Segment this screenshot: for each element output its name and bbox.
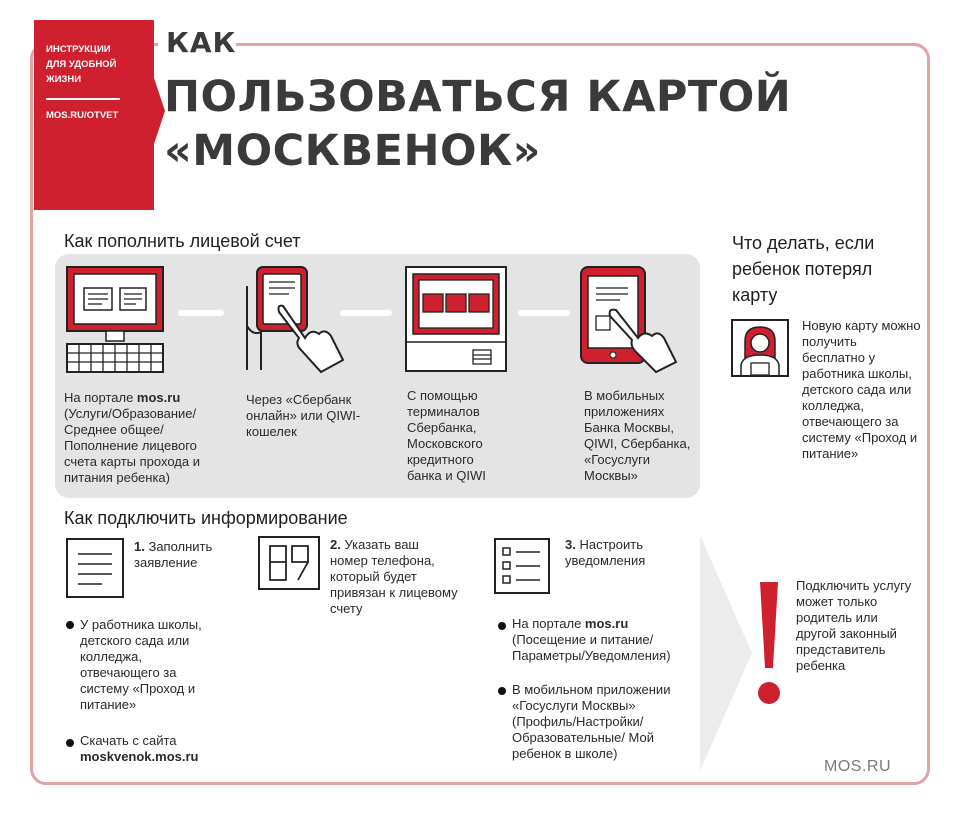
inform-step-2 [330, 537, 460, 617]
inform-heading: Как подключить информирование [64, 508, 348, 528]
banner-site-link[interactable]: MOS.RU/OTVET [46, 110, 119, 121]
connector [518, 310, 570, 316]
inform-step-1-num: 1. [134, 539, 145, 554]
banner-divider [46, 98, 120, 100]
lost-card-text: Новую карту можно получить бесплатно у работника школы, детского сада или колледжа, отвечающего за систему «Проход и питание» [802, 318, 921, 461]
connector [340, 310, 392, 316]
topup-step-1 [64, 390, 214, 486]
portal-path: (Посещение и питание/ Параметры/Уведомления) [512, 632, 671, 663]
lost-card-heading: Что делать, если ребенок потерял карту [732, 233, 875, 305]
banner-caption [46, 42, 146, 87]
banner-line-3: ЖИЗНИ [46, 74, 82, 85]
header-banner [34, 20, 154, 210]
worker-icon [731, 319, 789, 377]
footer-site-link[interactable]: MOS.RU [824, 758, 891, 775]
topup-step-1-rest: (Услуги/Образование/ Среднее общее/ Пополнение лицевого счета карты прохода и питания ребенка) [64, 406, 200, 485]
topup-step-4: В мобильных приложениях Банка Москвы, QIWI, Сбербанка, «Госуслуги Москвы» [584, 388, 691, 483]
phone-hand-icon [245, 266, 345, 374]
checklist-icon [494, 538, 550, 594]
page-title [164, 70, 791, 178]
computer-icon [66, 266, 166, 374]
exclamation-dot [758, 682, 780, 704]
inform-step-1-text: Заполнить заявление [134, 539, 213, 570]
inform-col3-bullet-1 [512, 616, 692, 664]
inform-step-3-num: 3. [565, 537, 576, 552]
topup-step-1-pre: На портале [64, 390, 137, 405]
banner-line-2: ДЛЯ УДОБНОЙ [46, 59, 117, 70]
form-icon [66, 538, 126, 600]
terminal-icon [405, 266, 509, 374]
inform-step-2-text: Указать ваш номер телефона, который будет привязан к лицевому счету [330, 537, 458, 616]
banner-line-1: ИНСТРУКЦИИ [46, 44, 111, 55]
inform-col1-bullet-2 [80, 733, 230, 765]
bullet-dot [66, 621, 74, 629]
mos-ru-link-2[interactable]: mos.ru [584, 616, 629, 631]
download-text: Скачать с сайта [80, 733, 177, 748]
bullet-dot [498, 622, 506, 630]
title-line-2: «МОСКВЕНОК» [164, 126, 541, 176]
moskvenok-link[interactable]: moskvenok.mos.ru [80, 749, 199, 764]
bullet-dot [66, 739, 74, 747]
inform-step-1 [134, 539, 234, 571]
inform-step-3 [565, 537, 675, 569]
tablet-hand-icon [580, 266, 680, 374]
chevron-arrow [700, 535, 752, 771]
portal-pre: На портале [512, 616, 585, 631]
warning-text: Подключить услугу может только родитель или другой законный представитель ребенка [796, 578, 912, 673]
mos-ru-link[interactable]: mos.ru [136, 390, 181, 405]
inform-step-3-text: Настроить уведомления [565, 537, 646, 568]
topup-heading: Как пополнить лицевой счет [64, 231, 301, 251]
phone-number-icon [258, 536, 320, 590]
inform-col1-bullet-1: У работника школы, детского сада или колледжа, отвечающего за систему «Проход и питание» [80, 617, 202, 712]
title-prefix: КАК [166, 26, 237, 59]
inform-step-2-num: 2. [330, 537, 341, 552]
title-line-1: ПОЛЬЗОВАТЬСЯ КАРТОЙ [164, 72, 792, 122]
bullet-dot [498, 687, 506, 695]
inform-col3-bullet-2: В мобильном приложении «Госуслуги Москвы» (Профиль/Настройки/ Образовательные/ Мой ребенок в школе) [512, 682, 671, 761]
topup-step-3: С помощью терминалов Сбербанка, Московского кредитного банка и QIWI [407, 388, 486, 483]
topup-step-2: Через «Сбербанк онлайн» или QIWI-кошелек [246, 392, 361, 439]
connector [178, 310, 224, 316]
